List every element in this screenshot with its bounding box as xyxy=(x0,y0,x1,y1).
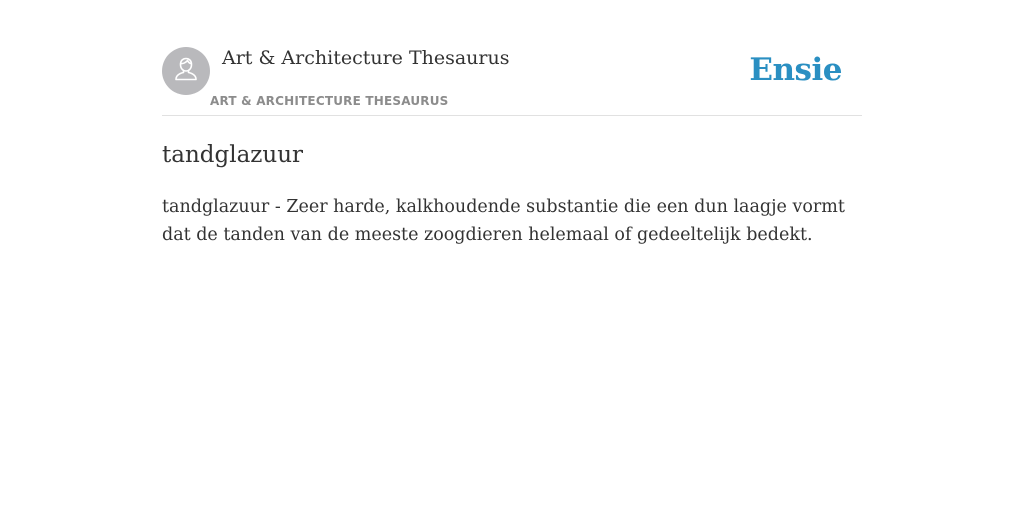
avatar[interactable] xyxy=(162,47,210,95)
definition-text: tandglazuur - Zeer harde, kalkhoudende substantie die een dun laagje vormt dat de tanden van de meeste zoogdieren helemaal of gedeeltelijk bedekt. xyxy=(162,197,845,245)
ensie-logo-link[interactable]: Ensie xyxy=(749,52,842,88)
header xyxy=(162,44,862,116)
page-title: tandglazuur xyxy=(162,142,304,168)
user-icon xyxy=(171,54,201,89)
author-name[interactable]: Art & Architecture Thesaurus xyxy=(222,47,510,69)
author-subtitle: ART & ARCHITECTURE THESAURUS xyxy=(210,94,449,108)
